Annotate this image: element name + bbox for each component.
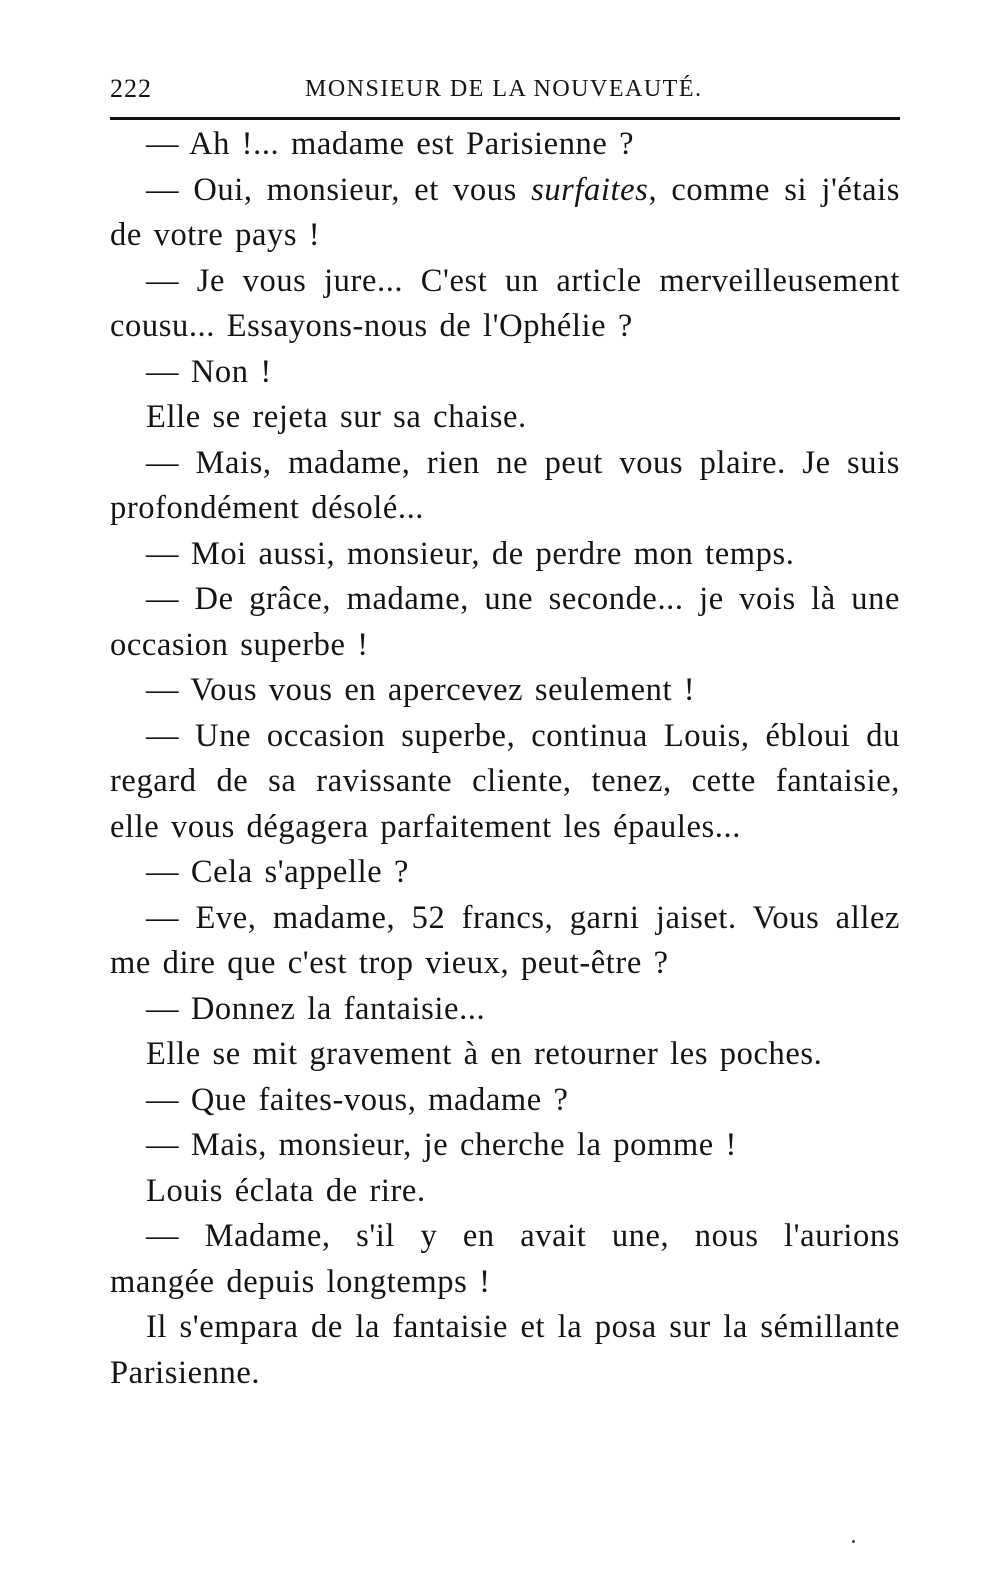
paragraph: — Mais, madame, rien ne peut vous plaire. Je suis profondément désolé...	[110, 444, 900, 526]
body-text	[110, 122, 900, 1396]
scan-speck	[852, 1540, 855, 1543]
paragraph: — Madame, s'il y en avait une, nous l'aurions mangée depuis longtemps !	[110, 1218, 900, 1300]
paragraph: — Mais, monsieur, je cherche la pomme !	[146, 1127, 737, 1163]
paragraph: — Moi aussi, monsieur, de perdre mon temps.	[146, 535, 795, 572]
paragraph: Elle se mit gravement à en retourner les poches.	[146, 1036, 823, 1072]
page-number: 222	[110, 74, 152, 103]
paragraph: — Donnez la fantaisie...	[146, 990, 486, 1027]
running-head	[110, 70, 900, 114]
paragraph: Elle se rejeta sur sa chaise.	[146, 399, 527, 435]
paragraph: — Je vous jure... C'est un article merveilleusement cousu... Essayons-nous de l'Ophélie ?	[110, 262, 900, 344]
italic-word: surfaites	[531, 171, 649, 208]
paragraph: — Cela s'appelle ?	[146, 854, 409, 890]
paragraph: Il s'empara de la fantaisie et la posa sur la sémillante Parisienne.	[110, 1309, 900, 1391]
paragraph: — Eve, madame, 52 francs, garni jaiset. Vous allez me dire que c'est trop vieux, peut-être ?	[110, 899, 900, 981]
paragraph: — Vous vous en apercevez seulement !	[146, 672, 696, 708]
paragraph: Louis éclata de rire.	[146, 1172, 426, 1209]
paragraph-text: — Oui, monsieur, et vous	[146, 171, 532, 208]
paragraph	[110, 168, 900, 259]
paragraph: — Une occasion superbe, continua Louis, ébloui du regard de sa ravissante cliente, tenez, cette fantaisie, elle vous dégagera parfaitement les épaules...	[110, 717, 900, 845]
paragraph: — Non !	[146, 353, 272, 390]
paragraph: — Que faites-vous, madame ?	[146, 1081, 569, 1118]
running-title: MONSIEUR DE LA NOUVEAUTÉ.	[305, 76, 703, 102]
paragraph-text: , comme si j'étais de votre pays !	[110, 171, 900, 253]
paragraph: — Ah !... madame est Parisienne ?	[146, 126, 635, 162]
paragraph: — De grâce, madame, une seconde... je vois là une occasion superbe !	[110, 581, 900, 663]
book-page	[110, 70, 900, 1396]
header-rule	[110, 117, 900, 120]
